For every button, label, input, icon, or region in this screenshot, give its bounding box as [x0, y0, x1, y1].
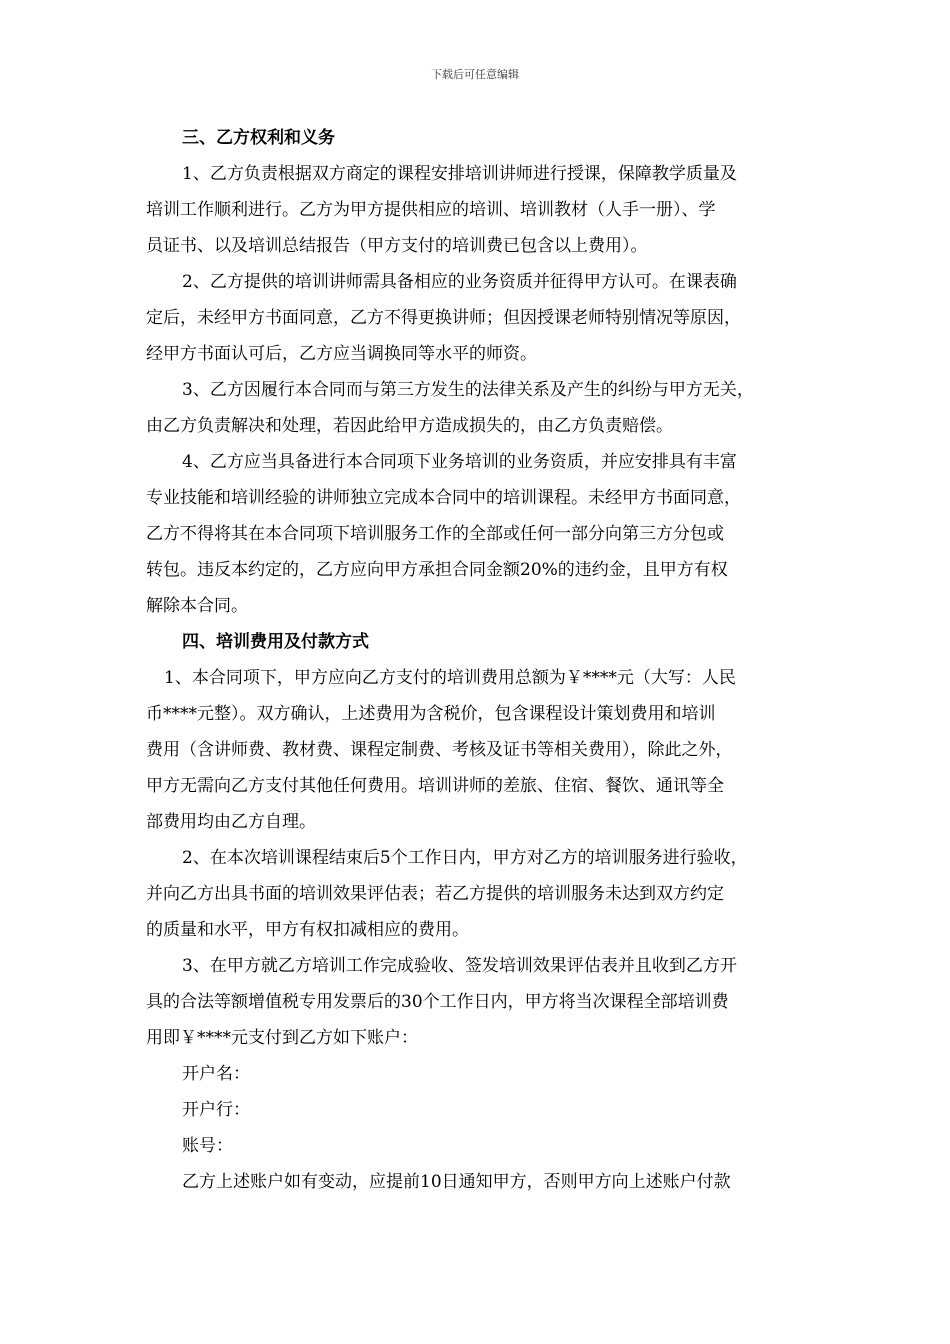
paragraph-line: 部费用均由乙方自理。: [146, 812, 316, 832]
paragraph-line: 员证书、以及培训总结报告（甲方支付的培训费已包含以上费用）。: [146, 236, 648, 256]
paragraph-line: 并向乙方出具书面的培训效果评估表；若乙方提供的培训服务未达到双方约定: [146, 884, 724, 904]
paragraph-line: 3、在甲方就乙方培训工作完成验收、签发培训效果评估表并且收到乙方开: [182, 956, 737, 976]
bank-label: 开户行：: [182, 1100, 250, 1120]
paragraph-line: 乙方不得将其在本合同项下培训服务工作的全部或任何一部分向第三方分包或: [146, 524, 724, 544]
paragraph-line: 甲方无需向乙方支付其他任何费用。培训讲师的差旅、住宿、餐饮、通讯等全: [146, 776, 724, 796]
paragraph-line: 2、在本次培训课程结束后5个工作日内，甲方对乙方的培训服务进行验收，: [182, 848, 748, 868]
paragraph-line: 的质量和水平，甲方有权扣减相应的费用。: [146, 920, 469, 940]
account-number-label: 账号：: [182, 1136, 233, 1156]
paragraph-line: 由乙方负责解决和处理，若因此给甲方造成损失的，由乙方负责赔偿。: [146, 416, 673, 436]
paragraph-line: 费用（含讲师费、教材费、课程定制费、考核及证书等相关费用），除此之外，: [146, 740, 733, 760]
paragraph-line: 2、乙方提供的培训讲师需具备相应的业务资质并征得甲方认可。在课表确: [182, 272, 737, 292]
paragraph-line: 培训工作顺利进行。乙方为甲方提供相应的培训、培训教材（人手一册）、学: [146, 200, 716, 220]
paragraph-line: 转包。违反本约定的，乙方应向甲方承担合同金额20%的违约金，且甲方有权: [146, 560, 728, 580]
paragraph-line: 币****元整）。双方确认，上述费用为含税价，包含课程设计策划费用和培训: [146, 704, 716, 724]
paragraph-line: 经甲方书面认可后，乙方应当调换同等水平的师资。: [146, 344, 537, 364]
section-4-heading: 四、培训费用及付款方式: [182, 632, 369, 652]
paragraph-line: 定后，未经甲方书面同意，乙方不得更换讲师；但因授课老师特别情况等原因，: [146, 308, 741, 328]
paragraph-line: 用即￥****元支付到乙方如下账户：: [146, 1028, 418, 1048]
paragraph-line: 解除本合同。: [146, 596, 248, 616]
paragraph-line: 乙方上述账户如有变动，应提前10日通知甲方，否则甲方向上述账户付款: [182, 1172, 731, 1192]
paragraph-line: 3、乙方因履行本合同而与第三方发生的法律关系及产生的纠纷与甲方无关，: [182, 380, 754, 400]
paragraph-line: 专业技能和培训经验的讲师独立完成本合同中的培训课程。未经甲方书面同意，: [146, 488, 741, 508]
section-3-heading: 三、乙方权利和义务: [182, 128, 335, 148]
paragraph-line: 具的合法等额增值税专用发票后的30个工作日内，甲方将当次课程全部培训费: [146, 992, 729, 1012]
paragraph-line: 4、乙方应当具备进行本合同项下业务培训的业务资质，并应安排具有丰富: [182, 452, 737, 472]
paragraph-line: 1、本合同项下，甲方应向乙方支付的培训费用总额为￥****元（大写：人民: [164, 668, 736, 688]
header-note: 下载后可任意编辑: [431, 68, 519, 81]
document-body: [146, 120, 812, 1200]
account-name-label: 开户名：: [182, 1064, 250, 1084]
paragraph-line: 1、乙方负责根据双方商定的课程安排培训讲师进行授课，保障教学质量及: [182, 164, 737, 184]
